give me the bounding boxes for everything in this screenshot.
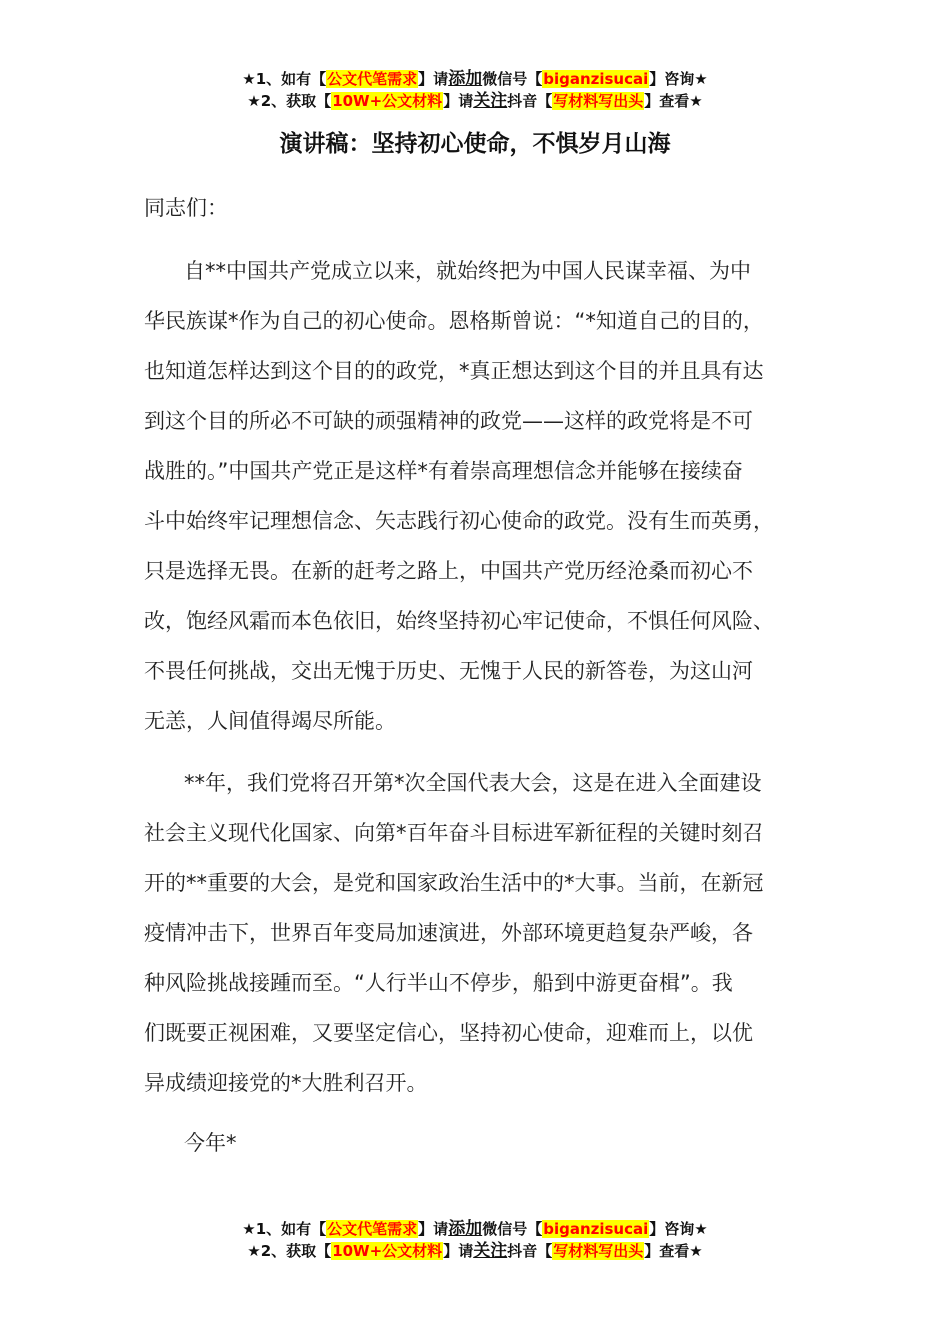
- promo-highlight: 10W+公文材料: [332, 92, 443, 110]
- text-line: 种风险挑战接踵而至。“人行半山不停步，船到中游更奋楫”。我: [144, 971, 733, 995]
- promo-text: 】咨询★: [649, 70, 708, 88]
- paragraph-2: [144, 758, 834, 1108]
- promo-highlight: 写材料写出头: [553, 1242, 644, 1260]
- promo-text: 】咨询★: [649, 1220, 708, 1238]
- header-promo-line-2: [0, 90, 950, 112]
- footer-promo-line-1: [0, 1218, 950, 1240]
- promo-underlined: 关注: [473, 91, 508, 111]
- promo-text: 微信号【: [482, 70, 543, 88]
- promo-underlined: 添加: [448, 1219, 483, 1239]
- promo-underlined: 添加: [448, 69, 483, 89]
- promo-text: ★2、获取【: [247, 1242, 332, 1260]
- text-line: 只是选择无畏。在新的赶考之路上，中国共产党历经沧桑而初心不: [144, 559, 753, 583]
- footer-promo-line-2: [0, 1240, 950, 1262]
- promo-text: 】请: [418, 1220, 449, 1238]
- promo-text: ★2、获取【: [247, 92, 332, 110]
- document-title: 演讲稿：坚持初心使命，不惧岁月山海: [279, 131, 671, 157]
- promo-highlight: 10W+公文材料: [332, 1242, 443, 1260]
- promo-text: 】查看★: [644, 1242, 703, 1260]
- promo-text: ★1、如有【: [242, 1220, 327, 1238]
- promo-highlight: 公文代笔需求: [327, 1220, 418, 1238]
- text-line: 自**中国共产党成立以来，就始终把为中国人民谋幸福、为中: [184, 259, 751, 283]
- text-line: 斗中始终牢记理想信念、矢志践行初心使命的政党。没有生而英勇，: [144, 509, 774, 533]
- text-line: 改，饱经风霜而本色依旧，始终坚持初心牢记使命，不惧任何风险、: [144, 609, 774, 633]
- text-line: 开的**重要的大会，是党和国家政治生活中的*大事。当前，在新冠: [144, 871, 764, 895]
- text-line: 也知道怎样达到这个目的的政党，*真正想达到这个目的并且具有达: [144, 359, 764, 383]
- promo-text: ★1、如有【: [242, 70, 327, 88]
- promo-text: 抖音【: [507, 92, 553, 110]
- promo-highlight: 写材料写出头: [553, 92, 644, 110]
- promo-underlined: 关注: [473, 1241, 508, 1261]
- text-line: 们既要正视困难，又要坚定信心，坚持初心使命，迎难而上，以优: [144, 1021, 753, 1045]
- header-promo-line-1: [0, 68, 950, 90]
- footer-promo: [0, 1218, 950, 1262]
- paragraph-1: [144, 246, 834, 746]
- promo-text: 】请: [418, 70, 449, 88]
- promo-highlight: 公文代笔需求: [327, 70, 418, 88]
- text-line: 社会主义现代化国家、向第*百年奋斗目标进军新征程的关键时刻召: [144, 821, 764, 845]
- paragraph-3: [144, 1118, 834, 1168]
- text-line: **年，我们党将召开第*次全国代表大会，这是在进入全面建设: [184, 771, 762, 795]
- text-line: 今年*: [184, 1131, 237, 1155]
- text-line: 异成绩迎接党的*大胜利召开。: [144, 1071, 428, 1095]
- text-line: 疫情冲击下，世界百年变局加速演进，外部环境更趋复杂严峻，各: [144, 921, 753, 945]
- promo-text: 微信号【: [482, 1220, 543, 1238]
- promo-text: 】请: [443, 92, 474, 110]
- greeting: 同志们：: [144, 196, 228, 220]
- text-line: 战胜的。”中国共产党正是这样*有着崇高理想信念并能够在接续奋: [144, 459, 743, 483]
- header-promo: [0, 68, 950, 112]
- promo-text: 】查看★: [644, 92, 703, 110]
- promo-highlight: biganzisucai: [543, 1220, 649, 1238]
- text-line: 不畏任何挑战，交出无愧于历史、无愧于人民的新答卷，为这山河: [144, 659, 753, 683]
- text-line: 到这个目的所必不可缺的顽强精神的政党——这样的政党将是不可: [144, 409, 753, 433]
- promo-text: 抖音【: [507, 1242, 553, 1260]
- promo-text: 】请: [443, 1242, 474, 1260]
- text-line: 华民族谋*作为自己的初心使命。恩格斯曾说：“*知道自己的目的，: [144, 309, 764, 333]
- text-line: 无恙，人间值得竭尽所能。: [144, 709, 396, 733]
- promo-highlight: biganzisucai: [543, 70, 649, 88]
